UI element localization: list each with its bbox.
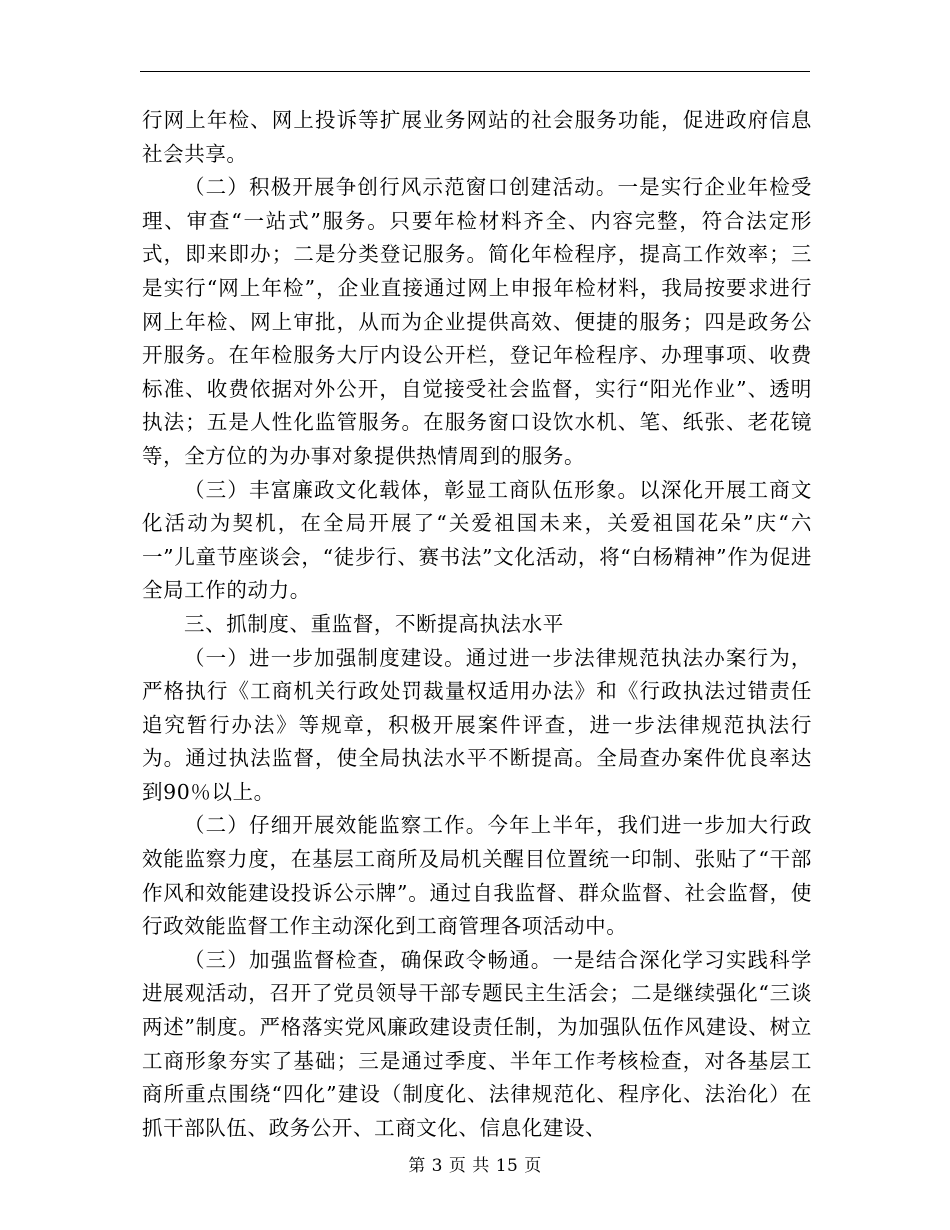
section-heading: 三、抓制度、重监督，不断提高执法水平 — [184, 611, 564, 636]
page-footer — [0, 1155, 950, 1177]
footer-suffix: 页 — [524, 1156, 542, 1176]
paragraph: （三）加强监督检查，确保政令畅通。一是结合深化学习实践科学进展观活动，召开了党员领导干部专题民主生活会；二是继续强化“三谈两述”制度。严格落实党风廉政建设责任制，为加强队伍作风建设、树立工商形象夯实了基础；三是通过季度、半年工作考核检查，对各基层工商所重点围绕“四化”建设（制度化、法律规范化、程序化、法治化）在抓干部队伍、政务公开、工商文化、信息化建设、 — [142, 947, 812, 1140]
total-pages: 15 — [495, 1156, 519, 1176]
footer-middle: 页 共 — [448, 1156, 490, 1176]
paragraph: （二）积极开展争创行风示范窗口创建活动。一是实行企业年检受理、审查“一站式”服务。只要年检材料齐全、内容完整，符合法定形式，即来即办；二是分类登记服务。简化年检程序，提高工作效率；三是实行“网上年检”，企业直接通过网上申报年检材料，我局按要求进行网上年检、网上审批，从而为企业提供高效、便捷的服务；四是政务公开服务。在年检服务大厅内设公开栏，登记年检程序、办理事项、收费标准、收费依据对外公开，自觉接受社会监督，实行“阳光作业”、透明执法；五是人性化监管服务。在服务窗口设饮水机、笔、纸张、老花镜等，全方位的为办事对象提供热情周到的服务。 — [142, 175, 812, 468]
current-page-number: 3 — [431, 1156, 443, 1176]
paragraph: （三）丰富廉政文化载体，彰显工商队伍形象。以深化开展工商文化活动为契机，在全局开展了“关爱祖国未来，关爱祖国花朵”庆“六一”儿童节座谈会，“徒步行、赛书法”文化活动，将“白杨精神”作为促进全局工作的动力。 — [142, 477, 812, 603]
paragraph: （一）进一步加强制度建设。通过进一步法律规范执法办案行为，严格执行《工商机关行政处罚裁量权适用办法》和《行政执法过错责任追究暂行办法》等规章，积极开展案件评查，进一步法律规范执法行为。通过执法监督，使全局执法水平不断提高。全局查办案件优良率达到90％以上。 — [142, 645, 812, 804]
paragraph: 行网上年检、网上投诉等扩展业务网站的社会服务功能，促进政府信息社会共享。 — [142, 108, 812, 166]
header-rule — [140, 71, 810, 72]
footer-prefix: 第 — [408, 1156, 426, 1176]
paragraph: （二）仔细开展效能监察工作。今年上半年，我们进一步加大行政效能监察力度，在基层工商所及局机关醒目位置统一印制、张贴了“干部作风和效能建设投诉公示牌”。通过自我监督、群众监督、社会监督，使行政效能监督工作主动深化到工商管理各项活动中。 — [142, 813, 812, 939]
document-body — [142, 104, 812, 1145]
